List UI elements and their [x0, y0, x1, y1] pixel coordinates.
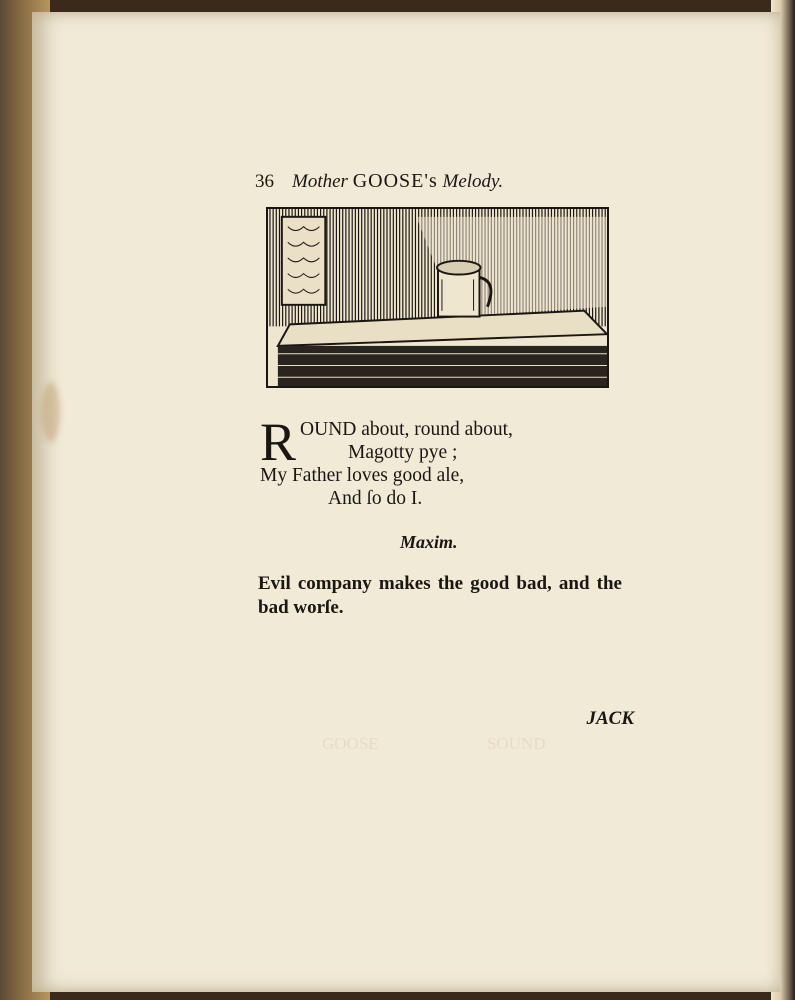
title-caps: GOOSE's [352, 170, 438, 192]
running-head [255, 170, 595, 193]
title-suffix: Melody. [442, 171, 504, 192]
verse-line-3: My Father loves good ale, [260, 465, 465, 486]
nursery-rhyme [260, 412, 640, 510]
page-number: 36 [255, 171, 274, 192]
showthrough-text: GOOSE [322, 734, 379, 753]
woodcut-illustration [266, 207, 609, 388]
maxim-heading: Maxim. [400, 532, 458, 552]
verse-line-2: Magotty pye ; [348, 442, 458, 463]
title-prefix: Mother [292, 171, 348, 192]
showthrough-text: SOUND [487, 734, 546, 753]
maxim-text: Evil company makes the good bad, and the bad worſe. [258, 573, 622, 618]
verse-line-4: And ſo do I. [328, 488, 423, 509]
verse-line-1: OUND about, round about, [300, 419, 513, 440]
catchword: JACK [586, 708, 634, 729]
tankard-woodcut-image [268, 209, 607, 386]
drop-capital: R [260, 412, 297, 472]
paper-stain [42, 382, 60, 442]
